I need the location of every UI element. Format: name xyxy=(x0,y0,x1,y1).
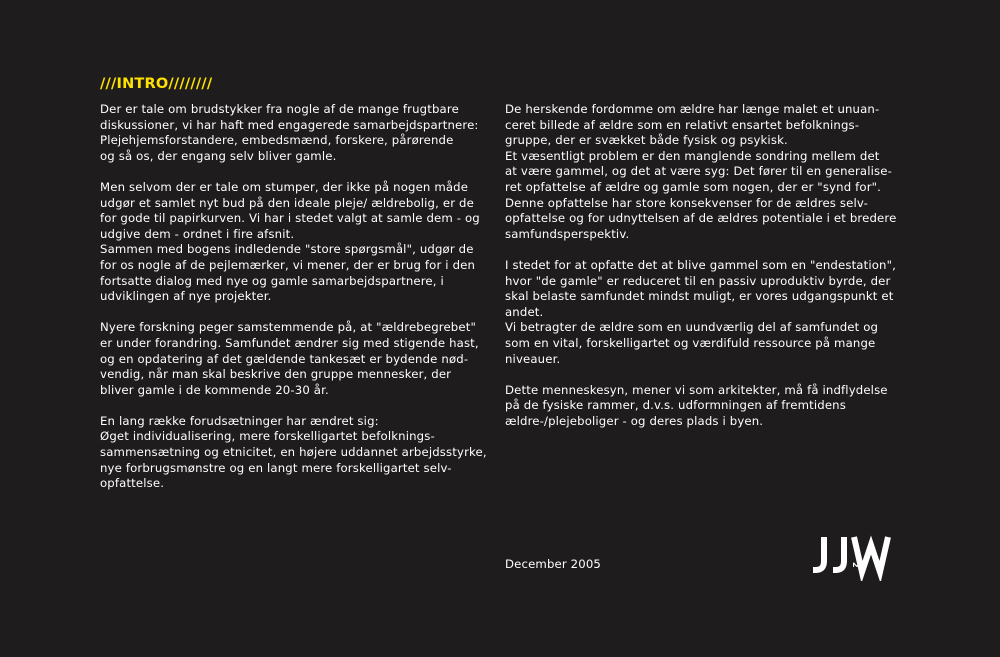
paragraph xyxy=(100,180,495,305)
text-line: sammensætning og etnicitet, en højere uddannet arbejdsstyrke, xyxy=(100,445,487,460)
text-line: bliver gamle i de kommende 20-30 år. xyxy=(100,382,329,397)
text-line: udgive dem - ordnet i fire afsnit. xyxy=(100,226,295,241)
text-line: og en opdatering af det gældende tankesæt er bydende nød- xyxy=(100,351,469,366)
text-line: udviklingen af nye projekter. xyxy=(100,289,272,304)
text-line: Der er tale om brudstykker fra nogle af de mange frugtbare xyxy=(100,102,459,116)
text-line: Vi betragter de ældre som en uundværlig del af samfundet og xyxy=(505,320,879,335)
text-line: Et væsentligt problem er den manglende sondring mellem det xyxy=(505,148,880,163)
text-line: på de fysiske rammer, d.v.s. udformningen af fremtidens xyxy=(505,398,846,413)
text-line: diskussioner, vi har haft med engagerede samarbejdspartnere: xyxy=(100,117,479,132)
text-line: Denne opfattelse har store konsekvenser for de ældres selv- xyxy=(505,195,868,210)
text-line: ret opfattelse af ældre og gamle som nogen, der er "synd for". xyxy=(505,179,882,194)
right-text-column xyxy=(505,102,910,429)
text-line: fortsatte dialog med nye og gamle samarbejdspartnere, i xyxy=(100,273,444,288)
paragraph xyxy=(100,414,495,492)
text-line: Sammen med bogens indledende "store spørgsmål", udgør de xyxy=(100,242,474,257)
logo-small-mark: 2 xyxy=(851,562,860,568)
text-line: Plejehjemsforstandere, embedsmænd, forskere, pårørende xyxy=(100,133,454,148)
paragraph xyxy=(100,102,495,164)
text-line: nye forbrugsmønstre og en langt mere forskelligartet selv- xyxy=(100,460,452,475)
text-line: niveauer. xyxy=(505,351,561,366)
text-line: I stedet for at opfatte det at blive gammel som en "endestation", xyxy=(505,257,896,272)
text-line: De herskende fordomme om ældre har længe malet et unuan- xyxy=(505,102,880,116)
text-line: opfattelse og for udnyttelsen af de ældres potentiale i et bredere xyxy=(505,211,897,226)
text-line: samfundsperspektiv. xyxy=(505,226,630,241)
text-line: Men selvom der er tale om stumper, der ikke på nogen måde xyxy=(100,179,469,194)
text-line: Øget individualisering, mere forskelligartet befolknings- xyxy=(100,429,435,444)
text-line: og så os, der engang selv bliver gamle. xyxy=(100,148,337,163)
text-line: andet. xyxy=(505,304,544,319)
text-line: opfattelse. xyxy=(100,476,165,491)
text-line: som en vital, forskelligartet og værdifuld ressource på mange xyxy=(505,335,876,350)
paragraph xyxy=(505,258,910,367)
logo-letter-j xyxy=(833,537,844,570)
logo-letter-j xyxy=(813,537,824,570)
paragraph xyxy=(100,320,495,398)
text-line: at være gammel, og det at være syg: Det fører til en generalise- xyxy=(505,164,892,179)
text-line: gruppe, der er svækket både fysisk og psykisk. xyxy=(505,133,788,148)
text-line: ceret billede af ældre som en relativt ensartet befolknings- xyxy=(505,117,860,132)
text-line: ældre-/plejeboliger - og deres plads i byen. xyxy=(505,413,764,428)
text-line: er under forandring. Samfundet ændrer sig med stigende hast, xyxy=(100,335,479,350)
text-line: for gode til papirkurven. Vi har i stedet valgt at samle dem - og xyxy=(100,211,480,226)
text-line: vendig, når man skal beskrive den gruppe mennesker, der xyxy=(100,367,452,382)
left-text-column xyxy=(100,102,495,492)
intro-heading: ///INTRO//////// xyxy=(100,76,213,92)
date-label: December 2005 xyxy=(505,557,602,571)
text-line: udgør et samlet nyt bud på den ideale pleje/ ældrebolig, er de xyxy=(100,195,474,210)
text-line: for os nogle af de pejlemærker, vi mener, der er brug for i den xyxy=(100,257,476,272)
text-line: En lang række forudsætninger har ændret sig: xyxy=(100,413,379,428)
paragraph xyxy=(505,102,910,242)
paragraph xyxy=(505,383,910,430)
text-line: Nyere forskning peger samstemmende på, at "ældrebegrebet" xyxy=(100,320,476,335)
text-line: Dette menneskesyn, mener vi som arkitekter, må få indflydelse xyxy=(505,382,888,397)
jjw-logo xyxy=(810,531,900,581)
text-line: skal belaste samfundet mindst muligt, er vores udgangspunkt et xyxy=(505,289,894,304)
text-line: hvor "de gamle" er reduceret til en passiv uproduktiv byrde, der xyxy=(505,273,891,288)
